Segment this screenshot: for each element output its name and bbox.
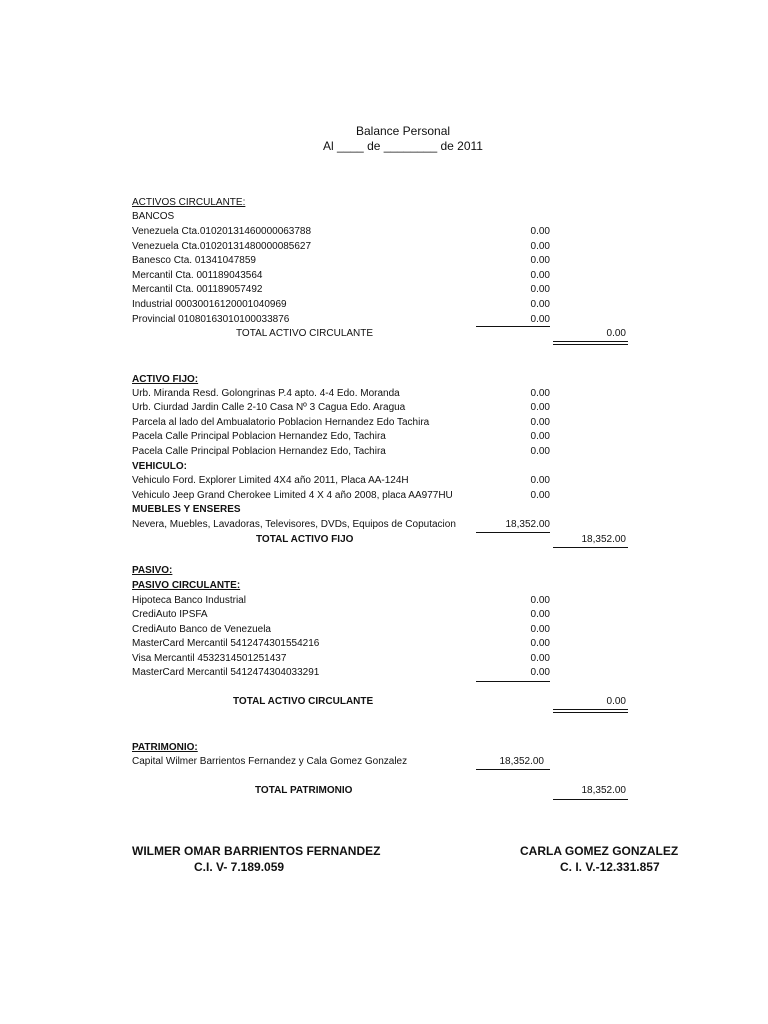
asset-row-amount: 0.00 <box>530 417 550 428</box>
signatory-left-id: C.I. V- 7.189.059 <box>194 860 285 874</box>
total-double-rule <box>553 709 628 713</box>
asset-row-label: Urb. Miranda Resd. Golongrinas P.4 apto. 4-4 Edo. Moranda <box>132 388 400 399</box>
asset-row-label: Venezuela Cta.01020131480000085627 <box>132 241 312 252</box>
asset-row-amount: 0.00 <box>530 388 550 399</box>
liability-row-label: MasterCard Mercantil 5412474304033291 <box>132 667 320 678</box>
liability-row-amount: 0.00 <box>530 609 550 620</box>
liability-row-amount: 0.00 <box>530 624 550 635</box>
subtotal-rule <box>476 532 550 533</box>
asset-row-label: Parcela al lado del Ambualatorio Poblacion Hernandez Edo Tachira <box>132 417 430 428</box>
asset-row-label: Vehiculo Ford. Explorer Limited 4X4 año 2011, Placa AA-124H <box>132 475 409 486</box>
document-date-line: Al ____ de ________ de 2011 <box>323 139 483 153</box>
total-rule <box>553 799 628 800</box>
liability-row-amount: 0.00 <box>530 638 550 649</box>
subtotal-rule <box>476 681 550 682</box>
subtotal-rule <box>476 769 550 770</box>
total-patrimonio-amount: 18,352.00 <box>581 785 626 796</box>
document-title: Balance Personal <box>355 124 451 138</box>
asset-row-label: Vehiculo Jeep Grand Cherokee Limited 4 X 4 año 2008, placa AA977HU <box>132 490 453 501</box>
liability-row-amount: 0.00 <box>530 653 550 664</box>
total-patrimonio-label: TOTAL PATRIMONIO <box>255 785 353 796</box>
asset-row-label: Pacela Calle Principal Poblacion Hernandez Edo, Tachira <box>132 431 386 442</box>
total-pasivo-label: TOTAL ACTIVO CIRCULANTE <box>233 696 374 707</box>
asset-row-label: Industrial 00030016120001040969 <box>132 299 287 310</box>
asset-row-amount: 0.00 <box>530 270 550 281</box>
asset-row-label: Mercantil Cta. 001189043564 <box>132 270 263 281</box>
muebles-heading: MUEBLES Y ENSERES <box>132 504 241 515</box>
asset-row-amount: 18,352.00 <box>505 519 550 530</box>
patrimonio-heading: PATRIMONIO: <box>132 742 198 753</box>
asset-row-label: Venezuela Cta.01020131460000063788 <box>132 226 312 237</box>
liability-row-label: CrediAuto IPSFA <box>132 609 208 620</box>
asset-row-amount: 0.00 <box>530 255 550 266</box>
asset-row-label: Pacela Calle Principal Poblacion Hernandez Edo, Tachira <box>132 446 386 457</box>
total-activo-circulante-amount: 0.00 <box>606 328 626 339</box>
signatory-right-id: C. I. V.-12.331.857 <box>560 860 660 874</box>
liability-row-amount: 0.00 <box>530 667 550 678</box>
equity-row-label: Capital Wilmer Barrientos Fernandez y Cala Gomez Gonzalez <box>132 756 408 767</box>
asset-row-label: Banesco Cta. 01341047859 <box>132 255 256 266</box>
signatory-left-name: WILMER OMAR BARRIENTOS FERNANDEZ <box>132 844 381 858</box>
bancos-heading: BANCOS <box>132 211 175 222</box>
total-activo-fijo-label: TOTAL ACTIVO FIJO <box>256 534 354 545</box>
liability-row-label: CrediAuto Banco de Venezuela <box>132 624 271 635</box>
asset-row-label: Provincial 01080163010100033876 <box>132 314 290 325</box>
liability-row-amount: 0.00 <box>530 595 550 606</box>
liability-row-label: Visa Mercantil 4532314501251437 <box>132 653 287 664</box>
pasivo-circulante-heading: PASIVO CIRCULANTE: <box>132 580 241 591</box>
subtotal-rule <box>476 326 550 327</box>
asset-row-label: Urb. Ciurdad Jardin Calle 2-10 Casa Nº 3 Cagua Edo. Aragua <box>132 402 406 413</box>
total-activo-fijo-amount: 18,352.00 <box>581 534 626 545</box>
total-activo-circulante-label: TOTAL ACTIVO CIRCULANTE <box>236 328 374 339</box>
asset-row-amount: 0.00 <box>530 402 550 413</box>
asset-row-amount: 0.00 <box>530 284 550 295</box>
equity-row-amount: 18,352.00 <box>499 756 544 767</box>
total-pasivo-amount: 0.00 <box>606 696 626 707</box>
activos-circulante-heading: ACTIVOS CIRCULANTE: <box>132 197 246 208</box>
asset-row-amount: 0.00 <box>530 446 550 457</box>
asset-row-amount: 0.00 <box>530 475 550 486</box>
signatory-right-name: CARLA GOMEZ GONZALEZ <box>520 844 679 858</box>
liability-row-label: Hipoteca Banco Industrial <box>132 595 246 606</box>
asset-row-label: Mercantil Cta. 001189057492 <box>132 284 263 295</box>
total-rule <box>553 547 628 548</box>
liability-row-label: MasterCard Mercantil 5412474301554216 <box>132 638 320 649</box>
asset-row-amount: 0.00 <box>530 241 550 252</box>
asset-row-label: Nevera, Muebles, Lavadoras, Televisores, DVDs, Equipos de Coputacion <box>132 519 456 530</box>
pasivo-heading: PASIVO: <box>132 565 173 576</box>
asset-row-amount: 0.00 <box>530 314 550 325</box>
total-double-rule <box>553 341 628 345</box>
asset-row-amount: 0.00 <box>530 226 550 237</box>
activo-fijo-heading: ACTIVO FIJO: <box>132 374 199 385</box>
asset-row-amount: 0.00 <box>530 299 550 310</box>
asset-row-amount: 0.00 <box>530 490 550 501</box>
asset-row-amount: 0.00 <box>530 431 550 442</box>
vehiculo-heading: VEHICULO: <box>132 461 187 472</box>
